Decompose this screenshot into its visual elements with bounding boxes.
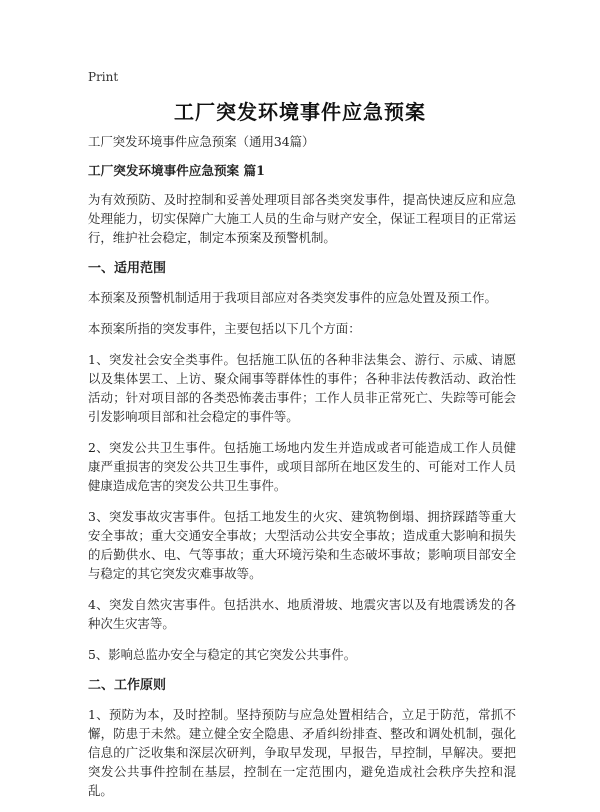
principle-paragraph-1: 1、预防为本，及时控制。坚持预防与应急处置相结合，立足于防范，常抓不懈，防患于未然。建立健全安全隐患、矛盾纠纷排查、整改和调处机制，强化信息的广泛收集和深层次研判，争取早发现，早报告，早控制，早解决。要把突发公共事件控制在基层，控制在一定范围内，避免造成社会秩序失控和混乱。 [88, 707, 516, 798]
page-title: 工厂突发环境事件应急预案 [174, 100, 426, 124]
heading-principles: 二、工作原则 [88, 678, 167, 693]
section-title: 工厂突发环境事件应急预案 篇1 [88, 163, 265, 178]
scope-item-1: 1、突发社会安全类事件。包括施工队伍的各种非法集会、游行、示威、请愿以及集体罢工、上访、聚众闹事等群体性的事件；各种非法传教活动、政治性活动；针对项目部的各类恐怖袭击事件；工作人员非正常死亡、失踪等可能会引发影响项目部和社会稳定的事件等。 [88, 352, 516, 424]
scope-item-4: 4、突发自然灾害事件。包括洪水、地质滑坡、地震灾害以及有地震诱发的各种次生灾害等。 [88, 597, 516, 631]
scope-item-5: 5、影响总监办安全与稳定的其它突发公共事件。 [88, 647, 357, 662]
scope-paragraph-1: 本预案及预警机制适用于我项目部应对各类突发事件的应急处置及预工作。 [88, 290, 497, 305]
intro-paragraph: 为有效预防、及时控制和妥善处理项目部各类突发事件，提高快速反应和应急处理能力，切实保障广大施工人员的生命与财产安全，保证工程项目的正常运行，维护社会稳定，制定本预案及预警机制。 [88, 192, 516, 245]
document-body [88, 132, 516, 812]
print-label[interactable]: Print [88, 70, 119, 84]
scope-item-3: 3、突发事故灾害事件。包括工地发生的火灾、建筑物倒塌、拥挤踩踏等重大安全事故；重大交通安全事故；大型活动公共安全事故；造成重大影响和损失的后勤供水、电、气等事故；重大环境污染和生态破坏事故；影响项目部安全与稳定的其它突发灾难事故等。 [88, 509, 516, 581]
scope-paragraph-2: 本预案所指的突发事件，主要包括以下几个方面： [88, 321, 361, 336]
document-subtitle: 工厂突发环境事件应急预案（通用34篇） [88, 134, 315, 149]
scope-item-2: 2、突发公共卫生事件。包括施工场地内发生并造成或者可能造成工作人员健康严重损害的突发公共卫生事件，或项目部所在地区发生的、可能对工作人员健康造成危害的突发公共卫生事件。 [88, 440, 516, 493]
heading-scope: 一、适用范围 [88, 261, 167, 276]
